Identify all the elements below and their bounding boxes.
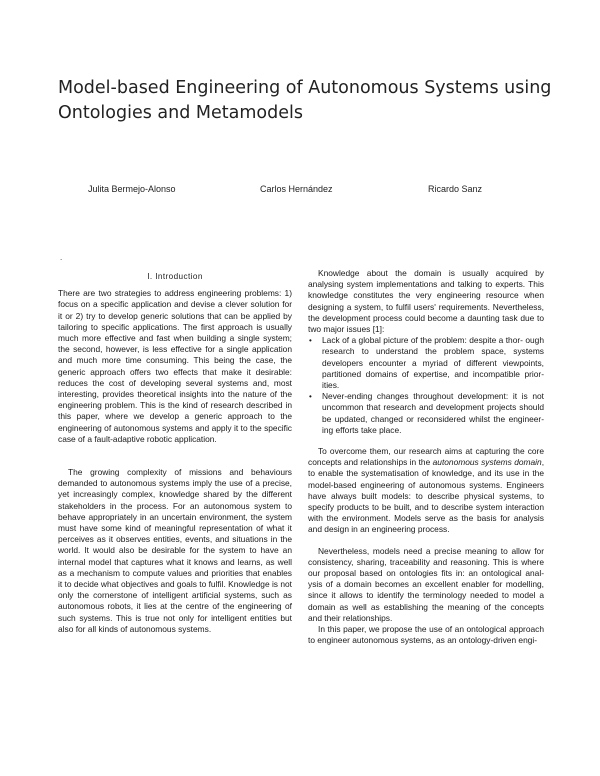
right-column: [308, 268, 544, 647]
author-list: [0, 184, 600, 198]
body-paragraph: There are two strategies to address engineering problems: 1) focus on a specific application and devise a clever solution for it or 2) try to develop generic solutions that can be applied by tailoring to specific applications. The first approach is usually much more effective and fast when building a single system; the second, however, is less effective for a single application and much more time consuming. This being the case, the generic approach offers two effects that make it desirable: reduces the cost of developing several systems and, most interesting, provides theoretical insights into the nature of the engineering problem. This is the kind of research described in this paper, where we develop a generic approach to the engineering of autonomous systems and apply it to the specific case of a fault-adaptive robotic application.: [58, 288, 292, 444]
issue-list: [308, 335, 544, 436]
body-paragraph: [308, 446, 544, 536]
list-item-text: Lack of a global picture of the problem: despite a thor- ough research to understand the problem space, systems developers encounter a myriad of different viewpoints, partitioned domains of expertise, and incompatible prior- ities.: [322, 335, 544, 391]
title-line: Model-based Engineering of Autonomous Systems using: [58, 78, 552, 98]
title-line: Ontologies and Metamodels: [58, 103, 303, 123]
text-run: , to enable the systematisation of knowledge, and its use in the model-based engineering of autonomous systems. Engineers have always built models: to describe physical systems, to specify products to be built, and to describe system interaction with the environment. Models serve as the basis for analysis and design in an engineering process.: [308, 457, 545, 535]
text-run: To overcome them, our research aims at capturing the core concepts and relationships in the: [308, 446, 544, 468]
list-item-text: Never-ending changes throughout development: it is not uncommon that research and development projects should be updated, changed or reconsidered whilst the engineer- ing efforts take place.: [322, 391, 544, 435]
author-name: Julita Bermejo-Alonso: [88, 184, 176, 194]
emphasis-text: autonomous systems domain: [432, 457, 542, 468]
paper-title: [58, 76, 558, 126]
bullet-icon: •: [309, 392, 312, 402]
list-item: [309, 335, 544, 391]
stray-mark: .: [60, 253, 63, 262]
author-name: Carlos Hernández: [260, 184, 333, 194]
list-item: [309, 391, 544, 436]
body-paragraph: The growing complexity of missions and behaviours demanded to autonomous systems imply the use of a precise, yet increasingly complex, knowledge shared by the different stakeholders in the process. For an autonomous system to behave appropriately in an uncertain environment, the system must have some kind of meaningful representation of what it perceives as it observes entities, events, and situations in the world. It would also be desirable for the system to have an internal model that captures what it knows and learns, as well as a mechanism to compute values and priorities that enables it to decide what objectives and goals to fulfil. Knowledge is not only the cornerstone of intelligent artificial systems, such as autonomous robots, it lies at the centre of the engineering of such systems. This is true not only for intelligent entities but also for all kinds of autonomous systems.: [58, 467, 292, 634]
body-paragraph: Knowledge about the domain is usually acquired by analysing system implementations and talking to experts. This knowledge constitutes the very engineering resource when designing a system, to fulfil users' requirements. Nevertheless, the development process could become a daunting task due to two major issues [1]:: [308, 268, 544, 335]
left-column: [58, 268, 292, 635]
body-paragraph: Nevertheless, models need a precise meaning to allow for consistency, sharing, traceability and reasoning. This is where our proposal based on ontologies fits in: an ontological anal- ysis of a domain becomes an excellent enabler for modelling, since it allows to identify the terminology needed to model a domain as well as establishing the meaning of the concepts and their relationships.: [308, 545, 544, 623]
section-heading: I. Introduction: [147, 272, 203, 281]
body-paragraph: In this paper, we propose the use of an ontological approach to engineer autonomous systems, as an ontology-driven engi-: [308, 624, 544, 646]
author-name: Ricardo Sanz: [428, 184, 483, 194]
bullet-icon: •: [309, 336, 312, 346]
